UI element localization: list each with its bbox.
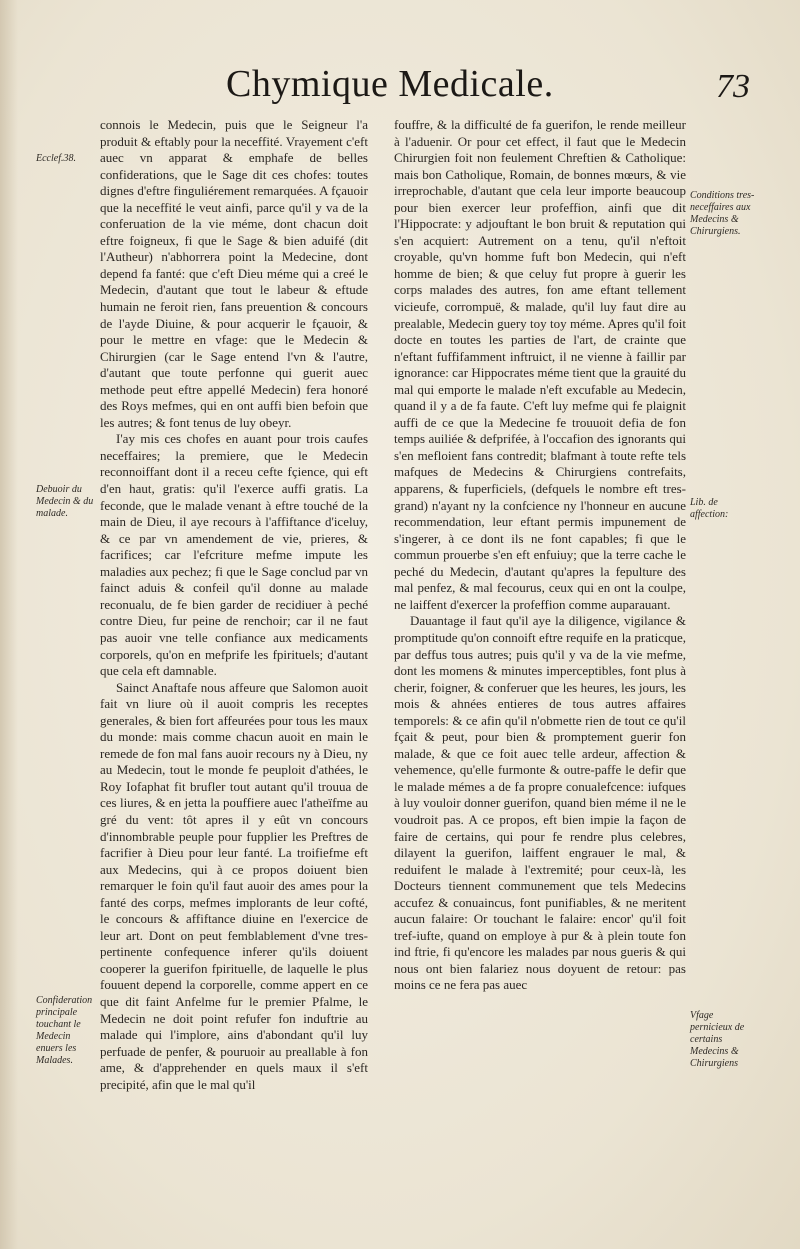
running-head: [0, 62, 800, 112]
margin-note-devoir: Debuoir du Medecin & du malade.: [36, 484, 94, 519]
right-paragraph-1: fouffre, & la difficulté de fa guerifon, le rende meilleur à l'aduenir. Or pour cet effect, il faut que le Medecin Chirurgien foit non feulement Chreftien & Catholique: mais bon Catholique, Romain, de bonnes mœurs, & vie irreprochable, d'autant que cela leur importe beaucoup pour bien exercer leur profeffion, ainfi que dit l'Hippocrate: y adjouftant le bon bruit & reputation qui s'en acquiert: Autrement on a tenu, qu'il n'eftoit croyable, qu'vn homme fuft bon Medecin, qui n'eft homme de bien; & que celuy fut propre à guerir les corps malades des autres, fon ame eftant tellement vicieufe, corrompuë, & malade, qu'il luy faut dire au prealable, Medecin guery toy toy méme. Apres qu'il foit docte en toutes les parties de l'art, de crainte que n'eftant fuffifamment inftruict, il ne vienne à faillir par ignorance: car Hippocrates méme tient que la grauité du mal qui emporte le malade n'eft excufable au Medecin, quand il y a de fa faute. C'eft luy mefme qui fe plaignit auffi de ce que la Medecine fe trouuoit defia de fon temps auiliée & defprifée, à l'occafion des ignorants qui s'en mefloient fans contredit; blafmant à toute refte tels mafques de Medecins & Chirurgiens contrefaits, apparens, & fuperficiels, (defquels le nombre eft tres-grand) n'ayant ny la confcience ny l'honneur en aucune recommendation, leur eftant permis impunement de s'ingerer, à ce dont ils ne font capables; fi que le commun prouerbe s'en eft enfuiuy; que la terre cache le peché du Medecin, d'autant qu'apres la fepulture des mal penfez, & mal fecourus, ceux qui en ont la coulpe, ne laiffent d'exercer la profeffion comme auparauant.: [394, 117, 686, 612]
page-number: 73: [716, 68, 750, 105]
running-title: Chymique Medicale.: [226, 63, 554, 105]
margin-note-lib-affection: Lib. de affection:: [690, 497, 729, 520]
margin-note-consideration: Confideration principale touchant le Medecin enuers les Malades.: [36, 995, 93, 1066]
margin-note-eccles: Ecclef.38.: [36, 153, 76, 164]
page-gutter-shadow: [0, 0, 18, 1249]
left-paragraph-1: connois le Medecin, puis que le Seigneur l'a produit & eftably pour la neceffité. Vrayement c'eft auec vn apparat & emphafe de belles confiderations, que le Sage dit ces chofes: toutes dignes d'eftre finguliérement remarquées. A fçauoir que la neceffité le veut ainfi, parce qu'il y va de la conferuation de la vie méme, dont chacun doit eftre foigneux, fi que le Sage & bien aduifé (dit l'Autheur) n'abhorrera point la Medecine, dont depend fa fanté: que c'eft Dieu méme qui a creé le Medecin, d'autant que tout le labeur & eftude humain ne feroit rien, fans preuention & concours de l'ayde Diuine, & pour acquerir le fçauoir, & pour le mettre en vfage: que le Medecin & Chirurgien (car le Sage entend l'vn & l'autre, d'autant que toute perfonne qui guerit auec methode peut eftre appellé Medecin) fera honoré des Roys mefmes, qui en ont auffi bien befoin que les autres; & font tenus de luy obeyr.: [100, 117, 368, 430]
left-paragraph-2: I'ay mis ces chofes en auant pour trois caufes neceffaires; la premiere, que le Medecin reconnoiffant dont il a receu cefte fçience, qui eft d'en haut, gratis: qu'il l'exerce auffi gratis. La feconde, que le malade venant à eftre touché de la main de Dieu, il aye recours à l'affiftance d'iceluy, & ce par vn amendement de vie, prieres, & facrifices; car l'efcriture mefme impute les maladies aux pechez; fi que le Sage conclud par vn fainct aduis & confeil qu'il donne au malade reconualu, de fe bien garder de recidiuer à peché contre Dieu, fur peine de renchoir; car il ne faut pas auoir vne telle confiance aux medicaments corporels, qu'on en mefprife les fpirituels; d'autant que cela eft damnable.: [100, 431, 368, 679]
left-paragraph-3: Sainct Anaftafe nous affeure que Salomon auoit fait vn liure où il auoit compris les receptes generales, & bien fort affeurées pour tous les maux du monde: mais comme chacun auoit en main le remede de fon mal fans auoir recours ny à Dieu, ny au Medecin, tout le monde fe peuploit d'athées, le Roy Iofaphat fit brufler tout autant qu'il trouua de ces liures, & en jetta la pouffiere auec l'atheïfme au gré du vent: tôt apres il y eût vn concours d'innombrable peuple pour fupplier les Preftres de facrifier à Dieu pour leur fanté. La troifiefme eft aux Medecins, qui à ce propos doiuent bien remarquer le foin qu'il faut auoir des ames pour la fanté des corps, mefmes implorants de leur cofté, le concours & affiftance diuine en l'exercice de leur art. Dont on peut femblablement d'vne tres-pertinente confequence inferer qu'ils doiuent cooperer la guerifon fpirituelle, de laquelle le plus fouuent depend la corporelle, comme appert en ce que dit faint Anfelme fur le premier Pfalme, le Medecin ne doit point refufer fon induftrie au malade qui l'implore, ains d'abondant qu'il luy perfuade de penfer, & pouruoir au preallable à fon ame, & d'apprehender en quels maux il s'eft precipité, afin que le mal qu'il: [100, 679, 368, 1092]
right-paragraph-2: Dauantage il faut qu'il aye la diligence, vigilance & promptitude qu'on connoift eftre requife en la praticque, par deffus tous autres; puis qu'il y va de la vie mefme, dont les momens & minutes imperceptibles, font plus à cherir, foigner, & conferuer que les heures, les jours, les mois & ahnées entieres de tous autres affaires temporels: & ce afin qu'il n'obmette rien de tout ce qu'il fçait & peut, pour bien & promptement guerir fon malade, & que ce foit auec telle ardeur, affection & vehemence, qu'elle furmonte & outre-paffe le defir que le malade mémes a de fa propre conualefcence: iufques à luy vouloir donner guerifon, quand bien méme il ne le voudroit pas. A ce propos, eft bien impie la façon de faire de certains, qui pour fe rendre plus celebres, dilayent la guerifon, laiffent engrauer le mal, & reduifent le malade à l'extremité; pour ceux-là, les Docteurs tiennent communement que tels Medecins accufez & conuaincus, font punifiables, & ne meritent aucun falaire: Or touchant le falaire: encor' qu'il foit tref-iufte, quand on employe à pur & à plein toute fon ind ftrie, fi qu'encore les malades par nous gueris & qui nous ont bien falariez nous doyuent de retour: pas moins ce ne fera pas auec: [394, 613, 686, 993]
right-text-column: [394, 117, 686, 994]
margin-note-conditions: Conditions tres-neceffaires aux Medecins & Chirurgiens.: [690, 190, 755, 237]
left-text-column: [100, 117, 368, 1093]
margin-note-usage: Vfage pernicieux de certains Medecins & Chirurgiens: [690, 1010, 745, 1069]
